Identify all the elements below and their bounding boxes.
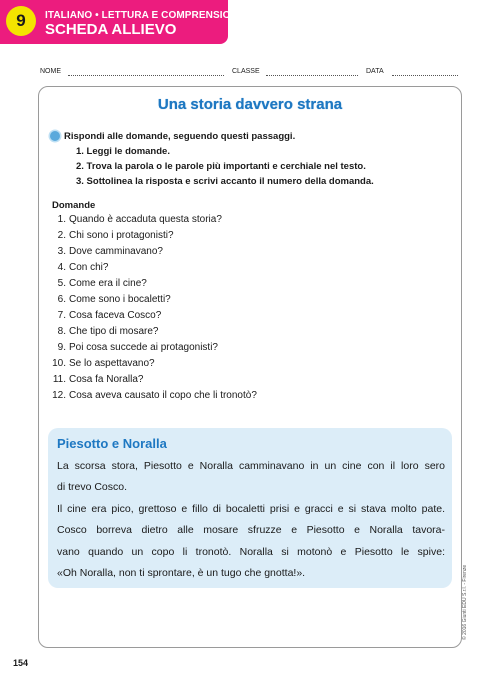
question-text: Che tipo di mosare? — [69, 326, 159, 337]
question-item — [50, 390, 257, 404]
instructions-main: Rispondi alle domande, seguendo questi passaggi. — [64, 131, 296, 142]
story-line: di trevo Cosco. — [57, 481, 128, 493]
story-line: Il cine era pico, grettoso e fillo di bocaletti prisi e gracci e si stava molto pate. — [57, 503, 445, 515]
story-line: «Oh Noralla, non ti sprontare, è un tugo che gnotta!». — [57, 567, 306, 579]
question-number: 5. — [57, 278, 66, 289]
question-number: 9. — [57, 342, 66, 353]
page-number: 154 — [13, 658, 29, 668]
instruction-step: 1. Leggi le domande. — [76, 146, 170, 157]
question-item — [50, 278, 147, 292]
class-label: CLASSE — [232, 68, 260, 75]
questions-label: Domande — [52, 200, 96, 211]
question-number: 2. — [57, 230, 66, 241]
question-item — [50, 374, 143, 388]
story-line: Cosco borreva dietro alle mosare sfruzze e Piesotto e Noralla tavora- — [57, 524, 445, 536]
question-number: 3. — [57, 246, 66, 257]
question-text: Dove camminavano? — [69, 246, 163, 257]
sheet-type-label: SCHEDA ALLIEVO — [45, 21, 177, 38]
sheet-number-badge: 9 — [6, 6, 36, 36]
instruction-step: 2. Trova la parola o le parole più importanti e cerchiale nel testo. — [76, 161, 366, 172]
question-item — [50, 230, 174, 244]
instruction-step: 3. Sottolinea la risposta e scrivi accanto il numero della domanda. — [76, 176, 374, 187]
question-item — [50, 310, 161, 324]
question-text: Cosa faceva Cosco? — [69, 310, 162, 321]
question-text: Cosa fa Noralla? — [69, 374, 144, 385]
student-info-line — [40, 68, 460, 78]
date-field[interactable] — [392, 68, 458, 76]
copyright-notice: © 2016 Giunti EDU S.r.l. - Firenze — [462, 564, 468, 640]
flower-icon — [50, 131, 60, 141]
question-number: 11. — [52, 374, 66, 385]
question-text: Chi sono i protagonisti? — [69, 230, 174, 241]
question-item — [50, 262, 108, 276]
question-number: 10. — [52, 358, 66, 369]
question-text: Come sono i bocaletti? — [69, 294, 171, 305]
question-item — [50, 342, 218, 356]
question-text: Poi cosa succede ai protagonisti? — [69, 342, 218, 353]
question-text: Se lo aspettavano? — [69, 358, 155, 369]
question-text: Con chi? — [69, 262, 109, 273]
question-text: Cosa aveva causato il copo che li tronotò? — [69, 390, 257, 401]
question-number: 4. — [57, 262, 66, 273]
question-text: Quando è accaduta questa storia? — [69, 214, 222, 225]
question-number: 6. — [57, 294, 66, 305]
question-number: 8. — [57, 326, 66, 337]
name-field[interactable] — [68, 68, 224, 76]
story-line: La scorsa stora, Piesotto e Noralla camminavano in un cine con il loro sero — [57, 460, 445, 472]
question-number: 1. — [57, 214, 66, 225]
subject-label: ITALIANO • LETTURA E COMPRENSIONE — [45, 10, 245, 21]
question-number: 12. — [52, 390, 66, 401]
question-item — [50, 214, 222, 228]
question-text: Come era il cine? — [69, 278, 147, 289]
name-label: NOME — [40, 68, 61, 75]
question-item — [50, 246, 163, 260]
question-number: 7. — [57, 310, 66, 321]
story-line: vano quando un copo li tronotò. Noralla si motonò e Piesotto le spive: — [57, 546, 445, 558]
date-label: DATA — [366, 68, 384, 75]
question-item — [50, 358, 155, 372]
class-field[interactable] — [266, 68, 358, 76]
story-title: Piesotto e Noralla — [57, 436, 167, 451]
question-item — [50, 326, 159, 340]
page-title: Una storia davvero strana — [157, 96, 343, 113]
question-item — [50, 294, 171, 308]
